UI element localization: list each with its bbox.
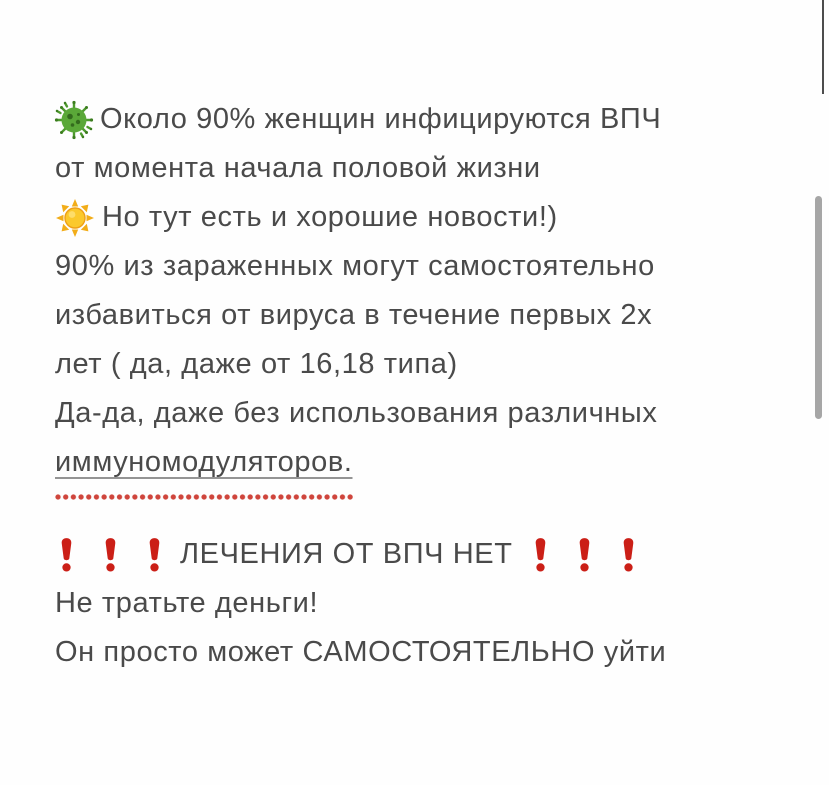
scrollbar-thumb[interactable] bbox=[815, 196, 822, 419]
text-line bbox=[55, 193, 800, 242]
red-exclamation-icon bbox=[621, 536, 636, 573]
text-line-content: лет ( да, даже от 16,18 типа) bbox=[55, 348, 458, 380]
text-line-content: избавиться от вируса в течение первых 2х bbox=[55, 299, 653, 331]
red-exclamation-icon bbox=[577, 536, 592, 573]
text-line bbox=[55, 438, 800, 487]
warning-line bbox=[55, 530, 800, 579]
text-line-content: 90% из зараженных могут самостоятельно bbox=[55, 250, 655, 282]
underlined-word: иммуномодуляторов. bbox=[55, 438, 353, 487]
red-exclamation-icon bbox=[59, 536, 74, 573]
text-line-content: Но тут есть и хорошие новости!) bbox=[102, 201, 558, 233]
text-line bbox=[55, 144, 800, 193]
text-line bbox=[55, 242, 800, 291]
text-line-content: Не тратьте деньги! bbox=[55, 587, 319, 619]
red-exclamation-icon bbox=[147, 536, 162, 573]
text-line bbox=[55, 291, 800, 340]
text-line-content: Да-да, даже без использования различных bbox=[55, 397, 658, 429]
text-line-content: от момента начала половой жизни bbox=[55, 152, 541, 184]
text-line-content: Он просто может САМОСТОЯТЕЛЬНО уйти bbox=[55, 636, 667, 668]
text-line bbox=[55, 389, 800, 438]
red-exclamation-icon bbox=[533, 536, 548, 573]
warning-text: ЛЕЧЕНИЯ ОТ ВПЧ НЕТ bbox=[180, 538, 513, 570]
text-line-content: Около 90% женщин инфицируются ВПЧ bbox=[100, 103, 662, 135]
microbe-icon bbox=[53, 99, 95, 141]
window-edge-line bbox=[822, 0, 824, 94]
text-line bbox=[55, 95, 800, 144]
text-line bbox=[55, 628, 800, 677]
text-line bbox=[55, 340, 800, 389]
sun-icon bbox=[55, 198, 95, 238]
red-exclamation-icon bbox=[103, 536, 118, 573]
exclamation-group-left bbox=[59, 536, 162, 573]
exclamation-group-right bbox=[533, 536, 636, 573]
text-line bbox=[55, 579, 800, 628]
post-text-block bbox=[55, 95, 800, 677]
